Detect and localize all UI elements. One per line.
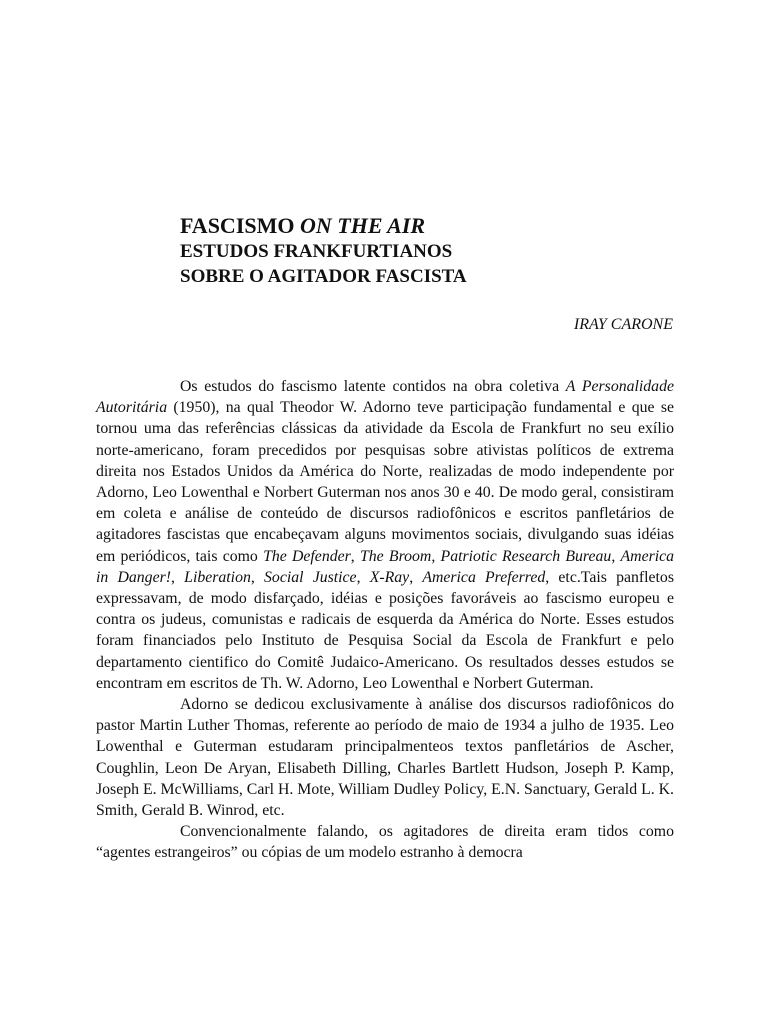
text-segment: ,: [356, 568, 370, 586]
text-segment: , etc.Tais panfletos expressavam, de modo disfarçado, idéias e posições favoráveis ao fascismo europeu e contra os judeus, comunistas e radicais de esquerda da América do Norte. Esses estudos foram financiados pelo Instituto de Pesquisa Social da Escola de Frankfurt e pelo departamento cientifico do Comitê Judaico-Americano. Os resultados desses estudos se encontram em escritos de Th. W. Adorno, Leo Lowenthal e Norbert Guterman.: [96, 568, 674, 692]
italic-text-segment: The Defender: [263, 547, 351, 565]
body-paragraph: [96, 694, 674, 821]
text-segment: ,: [611, 547, 621, 565]
author-name: IRAY CARONE: [573, 316, 673, 333]
title-italic: ON THE AIR: [300, 213, 426, 238]
text-segment: ,: [431, 547, 441, 565]
title-block: [180, 212, 467, 289]
italic-text-segment: Social Justice: [264, 568, 357, 586]
body-paragraph: [96, 821, 674, 863]
text-segment: ,: [171, 568, 185, 586]
italic-text-segment: Liberation: [184, 568, 251, 586]
italic-text-segment: America in Danger!: [96, 547, 675, 586]
italic-text-segment: The Broom: [359, 547, 432, 565]
text-segment: ,: [350, 547, 360, 565]
text-segment: Os estudos do fascismo latente contidos na obra coletiva: [180, 378, 566, 395]
italic-text-segment: A Personalidade Autoritária: [96, 378, 674, 417]
text-segment: ,: [409, 568, 423, 586]
italic-text-segment: X-Ray: [369, 568, 410, 586]
body-text: [96, 376, 674, 864]
text-segment: (1950), na qual Theodor W. Adorno teve participação fundamental e que se tornou uma das referências clássicas da atividade da Escola de Frankfurt no seu exílio norte-americano, foram precedidos por pesquisas sobre ativistas políticos de extrema direita nos Estados Unidos da América do Norte, realizadas de modo independente por Adorno, Leo Lowenthal e Norbert Guterman nos anos 30 e 40. De modo geral, consistiram em coleta e análise de conteúdo de discursos radiofônicos e escritos panfletários de agitadores fascistas que encabeçavam alguns movimentos sociais, divulgando suas idéias em periódicos, tais como: [96, 399, 674, 565]
title-main: FASCISMO: [180, 213, 295, 238]
italic-text-segment: America Preferred: [422, 568, 546, 586]
text-segment: Convencionalmente falando, os agitadores de direita eram tidos como “agentes estrangeiros” ou cópias de um modelo estranho à democra: [96, 823, 674, 862]
text-segment: Adorno se dedicou exclusivamente à análise dos discursos radiofônicos do pastor Martin Luther Thomas, referente ao período de maio de 1934 a julho de 1935. Leo Lowenthal e Guterman estudaram principalmenteos textos panfletários de Ascher, Coughlin, Leon De Aryan, Elisabeth Dilling, Charles Bartlett Hudson, Joseph P. Kamp, Joseph E. McWilliams, Carl H. Mote, William Dudley Policy, E.N. Sanctuary, Gerald L. K. Smith, Gerald B. Winrod, etc.: [96, 696, 674, 820]
article-subtitle-line1: ESTUDOS FRANKFURTIANOS: [180, 241, 453, 262]
article-title: [180, 212, 467, 239]
article-subtitle-line2: SOBRE O AGITADOR FASCISTA: [180, 266, 467, 287]
body-paragraph: [96, 376, 674, 694]
italic-text-segment: Patriotic Research Bureau: [440, 547, 612, 565]
text-segment: ,: [250, 568, 265, 586]
